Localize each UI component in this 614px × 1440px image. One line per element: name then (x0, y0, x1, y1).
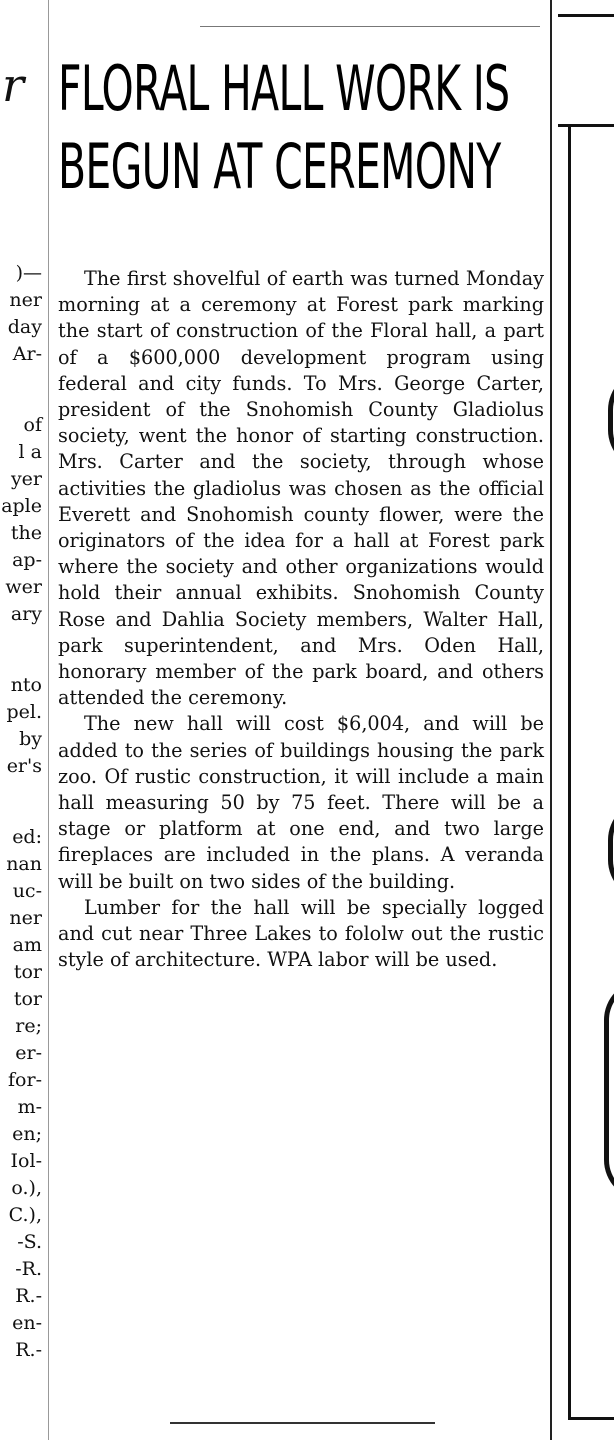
left-column-line: yer (10, 468, 42, 490)
article-end-rule (170, 1422, 435, 1424)
left-column-line: en- (12, 1312, 42, 1334)
left-column-line: er's (6, 755, 42, 777)
top-rule (200, 26, 540, 27)
left-column-line: uc- (12, 880, 42, 902)
left-column-line: aple (1, 495, 42, 517)
left-column-line: tor (13, 961, 42, 983)
column-rule-right (550, 0, 552, 1440)
left-column-line: the (10, 522, 42, 544)
adjacent-left-column (0, 0, 46, 1440)
article-paragraph-3: Lumber for the hall will be specially logged and cut near Three Lakes to fololw out the rustic style of architecture. WPA labor will be used. (58, 895, 544, 972)
left-column-line: ap- (12, 549, 42, 571)
left-column-line: ed: (12, 826, 42, 848)
left-column-line: R.- (15, 1339, 42, 1361)
article-body (58, 266, 544, 973)
article-paragraph-1: The first shovelful of earth was turned Monday morning at a ceremony at Forest park marking the start of construction of the Floral hall, a part of a $600,000 development program using federal and city funds. To Mrs. George Carter, president of the Snohomish County Gladiolus society, went the honor of starting construction. Mrs. Carter and the society, through whose activities the gladiolus was chosen as the official Everett and Snohomish county flower, were the originators of the idea for a hall at Forest park where the society and other organizations would hold their annual exhibits. Snohomish County Rose and Dahlia Society members, Walter Hall, park superintendent, and Mrs. Oden Hall, honorary member of the park board, and others attended the ceremony. (58, 267, 544, 710)
article-headline (58, 50, 548, 206)
left-column-line: day (7, 316, 42, 338)
left-column-line: -S. (17, 1231, 42, 1253)
left-column-line: by (19, 728, 42, 750)
left-column-line: C.), (8, 1204, 42, 1226)
left-column-line: er- (15, 1042, 42, 1064)
left-column-line: Iol- (10, 1150, 42, 1172)
left-column-line: re; (15, 1015, 42, 1037)
right-glyph-curve-3 (604, 980, 614, 1200)
left-column-line: ner (9, 907, 42, 929)
left-column-line: ner (9, 289, 42, 311)
left-column-line: m- (17, 1096, 42, 1118)
left-column-line: Ar- (12, 343, 42, 365)
left-column-line: am (12, 934, 42, 956)
left-column-line: ary (10, 603, 42, 625)
right-box-frame (568, 124, 614, 1420)
headline-line-2: BEGUN AT CEREMONY (58, 130, 501, 203)
left-column-line: o.), (11, 1177, 42, 1199)
column-rule-left (48, 0, 49, 1440)
left-column-line: pel. (6, 701, 42, 723)
right-top-rule (558, 14, 614, 17)
left-column-line: wer (5, 576, 42, 598)
article-paragraph-2: The new hall will cost $6,004, and will be added to the series of buildings housing the park zoo. Of rustic construction, it will include a main hall measuring 50 by 75 feet. There will be a stage or platform at one end, and two large fireplaces are included in the plans. A veranda will be built on two sides of the building. (58, 712, 544, 893)
left-column-line: )— (15, 262, 42, 284)
left-column-line: nan (6, 853, 42, 875)
left-column-line: for- (8, 1069, 42, 1091)
left-column-line: nto (10, 674, 42, 696)
headline-line-1: FLORAL HALL WORK IS (58, 52, 510, 125)
adjacent-right-column (556, 0, 614, 1440)
left-column-line: l a (18, 441, 42, 463)
left-column-line: of (23, 414, 42, 436)
left-headline-fragment: r (2, 58, 24, 112)
left-column-line: -R. (15, 1258, 42, 1280)
left-column-line: en; (12, 1123, 42, 1145)
left-column-line: R.- (15, 1285, 42, 1307)
left-column-line: tor (13, 988, 42, 1010)
